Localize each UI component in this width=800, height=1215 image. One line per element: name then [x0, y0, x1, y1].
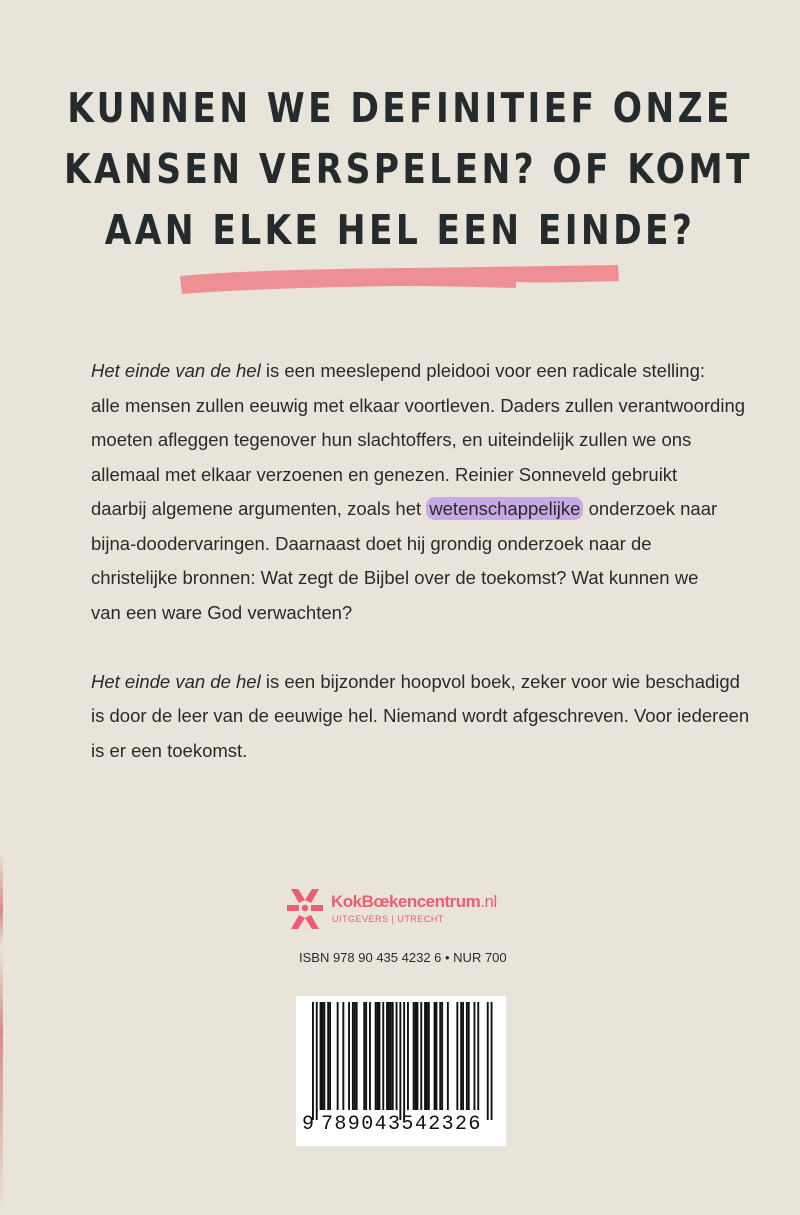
- barcode-bar: [322, 1002, 324, 1110]
- barcode-bar: [439, 1002, 441, 1110]
- blurb-text: is een meeslepend pleidooi voor een radicale stelling:: [260, 360, 705, 381]
- barcode-bar: [375, 1002, 377, 1110]
- headline-line-1: KUNNEN WE DEFINITIEF ONZE: [67, 84, 733, 132]
- blurb-paragraph-2: [91, 665, 750, 769]
- barcode-bar: [390, 1002, 392, 1110]
- publisher-subline: UITGEVERS | UTRECHT: [332, 914, 444, 924]
- blurb-line: christelijke bronnen: Wat zegt de Bijbel over de toekomst? Wat kunnen we: [91, 567, 699, 588]
- barcode-bar: [369, 1002, 371, 1110]
- barcode-guard-bar: [403, 1002, 405, 1120]
- barcode-bar: [468, 1002, 470, 1110]
- barcode-bar: [379, 1002, 381, 1110]
- barcode-bar: [320, 1002, 322, 1110]
- blurb-line: bijna-doodervaringen. Daarnaast doet hij grondig onderzoek naar de: [91, 532, 652, 554]
- barcode-bar: [447, 1002, 449, 1110]
- barcode-bar: [424, 1002, 426, 1110]
- pink-brush-stroke: [176, 262, 622, 296]
- headline: [64, 78, 753, 261]
- barcode-bar: [323, 1002, 325, 1110]
- barcode-bar: [436, 1002, 438, 1110]
- barcode-bar: [477, 1002, 479, 1110]
- publisher-logo: [285, 886, 525, 932]
- barcode-guard-bar: [487, 1002, 489, 1120]
- blurb-line: [91, 665, 740, 700]
- publisher-tld: .nl: [480, 892, 497, 911]
- barcode-bar: [348, 1002, 350, 1110]
- barcode-bar: [363, 1002, 365, 1110]
- spine-edge: [0, 0, 3, 1215]
- barcode-bar: [441, 1002, 443, 1110]
- barcode-bar: [352, 1002, 354, 1110]
- blurb-line: is door de leer van de eeuwige hel. Niemand wordt afgeschreven. Voor iedereen: [91, 705, 750, 726]
- book-title: Het einde van de hel: [91, 670, 261, 692]
- publisher-name-text: KokBœkencentrum: [331, 892, 481, 911]
- barcode-bar: [420, 1002, 422, 1110]
- barcode-bar: [413, 1002, 415, 1110]
- blurb-line: is er een toekomst.: [91, 739, 248, 761]
- barcode-bar: [462, 1002, 464, 1110]
- barcode-bar: [460, 1002, 462, 1110]
- barcode-guard-bar: [491, 1002, 493, 1120]
- barcode-guard-bar: [399, 1002, 401, 1120]
- blurb-line: [91, 354, 731, 389]
- barcode-guard-bar: [312, 1002, 314, 1120]
- headline-line-2: KANSEN VERSPELEN? OF KOMT: [64, 145, 753, 193]
- barcode-bar: [415, 1002, 417, 1110]
- blurb-line: moeten afleggen tegenover hun slachtoffers, en uiteindelijk zullen we ons: [91, 429, 692, 450]
- barcode-bar: [354, 1002, 356, 1110]
- barcode-bar: [329, 1002, 331, 1110]
- barcode-bar: [417, 1002, 419, 1110]
- barcode-bar: [388, 1002, 390, 1110]
- blurb: [91, 354, 750, 768]
- barcode-bar: [377, 1002, 379, 1110]
- publisher-name: [331, 892, 497, 912]
- barcode-bar: [474, 1002, 476, 1110]
- barcode-bar: [466, 1002, 468, 1110]
- barcode-bar: [386, 1002, 388, 1110]
- barcode-bar: [396, 1002, 398, 1110]
- barcode-bar: [456, 1002, 458, 1110]
- blurb-text: onderzoek naar: [583, 498, 718, 519]
- barcode-bar: [342, 1002, 344, 1110]
- book-title: Het einde van de hel: [91, 360, 261, 381]
- headline-line-3: AAN ELKE HEL EEN EINDE?: [104, 206, 696, 254]
- barcode-bar: [382, 1002, 384, 1110]
- blurb-text: is een bijzonder hoopvol boek, zeker voor wie beschadigd: [260, 670, 740, 692]
- blurb-line: alle mensen zullen eeuwig met elkaar voortleven. Daders zullen verantwoording: [91, 394, 746, 416]
- highlighted-word: wetenschappelijke: [426, 497, 583, 520]
- blurb-line: allemaal met elkaar verzoenen en genezen. Reinier Sonneveld gebruikt: [91, 463, 678, 485]
- barcode-digit-string: 789043542326: [321, 1113, 482, 1136]
- barcode-bar: [392, 1002, 394, 1110]
- barcode-guard-bar: [316, 1002, 318, 1120]
- blurb-line: van een ware God verwachten?: [91, 601, 353, 623]
- barcode-bar: [428, 1002, 430, 1110]
- blurb-line: [91, 492, 731, 527]
- barcode-bar: [434, 1002, 436, 1110]
- barcode-bar: [337, 1002, 339, 1110]
- blurb-paragraph-1: [91, 354, 746, 630]
- publisher-mark-icon: [285, 886, 325, 932]
- barcode-bar: [407, 1002, 409, 1110]
- barcode-first-digit: 9: [302, 1113, 315, 1136]
- barcode: [296, 996, 506, 1146]
- barcode-bar: [356, 1002, 358, 1110]
- barcode-bar: [365, 1002, 367, 1110]
- barcode-bar: [426, 1002, 428, 1110]
- isbn-nur-line: ISBN 978 90 435 4232 6 • NUR 700: [299, 950, 507, 965]
- blurb-text: daarbij algemene argumenten, zoals het: [91, 498, 427, 519]
- barcode-bar: [327, 1002, 329, 1110]
